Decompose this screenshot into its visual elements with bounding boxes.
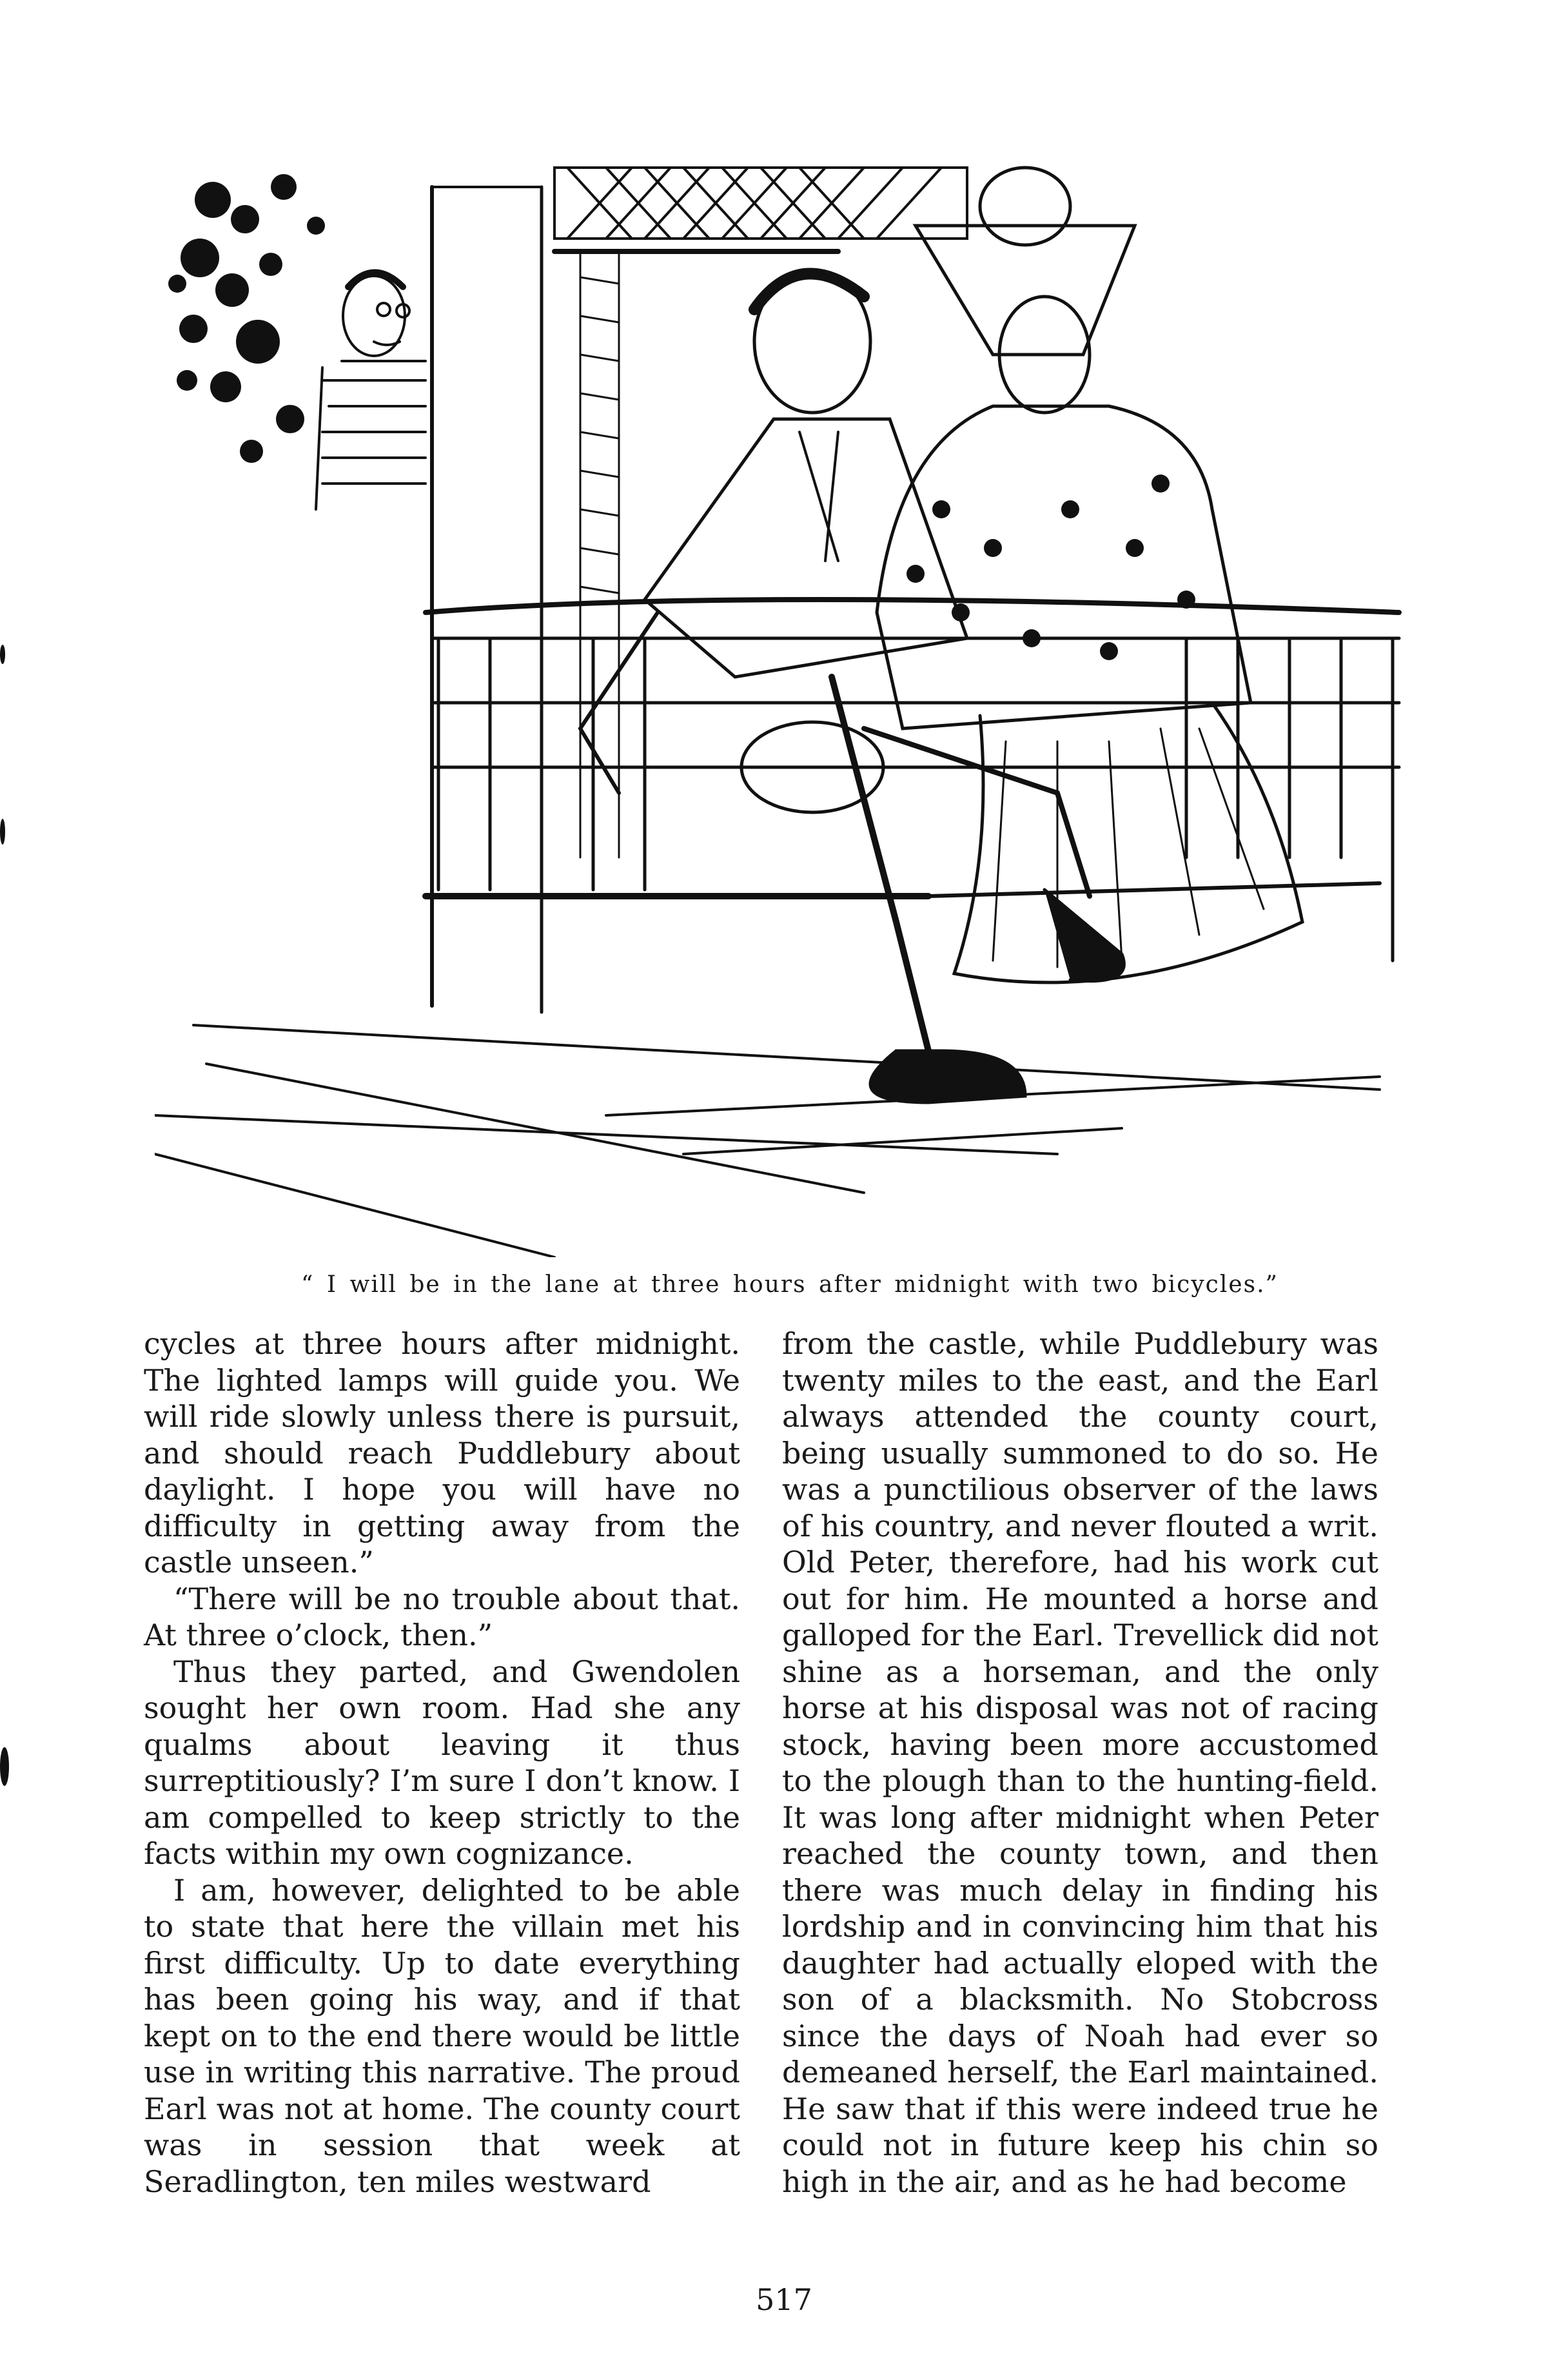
paragraph: cycles at three hours after midnight. The lighted lamps will guide you. We will ride slowly unless there is pursuit, and should reach Puddlebury about daylight. I hope you will have no difficulty in getting away from the castle unseen.” [144,1326,740,1580]
illustration-caption: “ I will be in the lane at three hours after midnight with two bicycles.” [301,1271,1279,1298]
pen-and-ink-illustration [155,148,1418,1257]
paragraph: “There will be no trouble about that. At three o’clock, then.” [144,1581,740,1652]
text-column-left [144,1326,740,2200]
paragraph: I am, however, delighted to be able to state that here the villain met his first difficulty. Up to date everything has been going his way, and if that kept on to the end there would be little use in writing this narrative. The proud Earl was not at home. The county court was in session that week at Seradlington, ten miles westward [144,1872,740,2199]
ink-speck [0,819,5,845]
page-number: 517 [756,2282,812,2317]
shawl-pattern [906,475,1195,660]
illustration-drawing [155,148,1418,1257]
bench [426,600,1399,961]
trellis-lattice [554,168,967,251]
seated-woman-figure [877,168,1302,983]
peeping-figure [316,273,426,510]
paragraph: from the castle, while Puddlebury was twenty miles to the east, and the Earl always attended the county court, being usually summoned to do so. He was a punctilious observer of the laws of his country, and never flouted a writ. Old Peter, therefore, had his work cut out for him. He mounted a horse and galloped for the Earl. Trevellick did not shine as a horseman, and the only horse at his disposal was not of racing stock, having been more accustomed to the plough than to the hunting-field. It was long after midnight when Peter reached the county town, and then there was much delay in finding his lordship and in convincing him that his daughter had actually eloped with the son of a blacksmith. No Stobcross since the days of Noah had ever so demeaned herself, the Earl maintained. He saw that if this were indeed true he could not in future keep his chin so high in the air, and as he had become [782,1326,1378,2199]
ink-speck [0,1747,9,1786]
foliage-cluster [168,174,325,463]
ink-speck [0,645,5,664]
text-column-right [782,1326,1378,2200]
floor-planks [155,1025,1380,1257]
paragraph: Thus they parted, and Gwendolen sought her own room. Had she any qualms about leaving it thus surreptitiously? I’m sure I don’t know. I am compelled to keep strictly to the facts within my own cognizance. [144,1654,740,1871]
seated-man-figure [580,271,1124,1102]
